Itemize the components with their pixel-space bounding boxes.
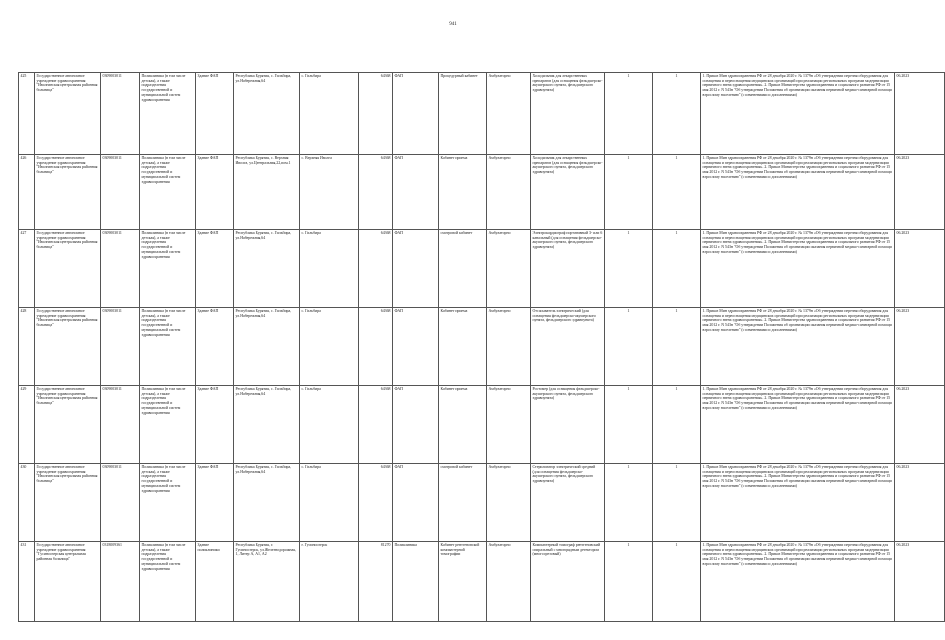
equipment-name-cell: Ростомер (для оснащения фельдшерско-акушерского пункта, фельдшерского здравпункта) (531, 386, 605, 464)
table-row (19, 155, 945, 230)
quantity-actual-cell: 1 (653, 308, 701, 386)
address-cell: Республика Бурятия, с. Гильбира, ул.Набережная,64 (234, 230, 300, 308)
building-name-cell: Здание ФАП (196, 73, 234, 155)
unit-type-cell: ФАП (393, 230, 439, 308)
subdivision-type-cell: Поликлиника (в том числе детская), а также подразделения государственной и муниципальной систем здравоохранения (140, 542, 196, 622)
address-cell: Республика Бурятия, с. Гильбира, ул.Набережная,64 (234, 386, 300, 464)
organization-code-cell: 0309003011 (101, 73, 140, 155)
organization-name-cell: Государственное автономное учреждение здравоохранения "Иволгинская центральная районная больница" (35, 386, 101, 464)
page-number: 941 (449, 22, 457, 27)
deadline-date-cell: 06.2023 (895, 73, 945, 155)
quantity-actual-cell: 1 (653, 464, 701, 542)
unit-type-cell: ФАП (393, 308, 439, 386)
legal-basis-cell: 1. Приказ Мин здравоохранения РФ от 28 декабря 2020 г. № 1379н «Об утверждении перечня оборудования для оснащения и переоснащения медицинских организаций при реализации региональных программ модернизации первичного звена здравоохранения». 2. Приказ Министерства здравоохранения и социального развития РФ от 15 мая 2012 г. N 543н "Об утверждении Положения об организации оказания первичной медико-санитарной помощи взрослому населению" (с изменениями и дополнениями) (701, 464, 895, 542)
table-row (19, 386, 945, 464)
row-number-cell: 426 (19, 155, 35, 230)
locality-code-cell: 64368 (359, 308, 393, 386)
quantity-planned-cell: 1 (605, 155, 653, 230)
locality-cell: с. Гильбира (300, 308, 359, 386)
organization-name-cell: Государственное автономное учреждение здравоохранения "Иволгинская центральная районная больница" (35, 464, 101, 542)
table-row (19, 542, 945, 622)
subdivision-type-cell: Поликлиника (в том числе детская), а также подразделения государственной и муниципальной систем здравоохранения (140, 386, 196, 464)
row-number-cell: 425 (19, 73, 35, 155)
row-number-cell: 429 (19, 386, 35, 464)
room-name-cell: Кабинет приема (439, 386, 487, 464)
care-form-cell: Амбулаторно (487, 73, 531, 155)
row-number-cell: 428 (19, 308, 35, 386)
deadline-date-cell: 06.2023 (895, 230, 945, 308)
row-number-cell: 430 (19, 464, 35, 542)
locality-cell: с. Гильбира (300, 73, 359, 155)
address-cell: Республика Бурятия, с. Гильбира, ул.Набережная,64 (234, 73, 300, 155)
quantity-planned-cell: 1 (605, 464, 653, 542)
deadline-date-cell: 06.2023 (895, 464, 945, 542)
care-form-cell: Амбулаторно (487, 542, 531, 622)
quantity-actual-cell: 1 (653, 230, 701, 308)
unit-type-cell: ФАП (393, 386, 439, 464)
care-form-cell: Амбулаторно (487, 308, 531, 386)
organization-code-cell: 0318009361 (101, 542, 140, 622)
organization-code-cell: 0309003011 (101, 230, 140, 308)
subdivision-type-cell: Поликлиника (в том числе детская), а также подразделения государственной и муниципальной систем здравоохранения (140, 308, 196, 386)
table-row (19, 464, 945, 542)
equipment-register-table (18, 72, 945, 622)
table-row (19, 73, 945, 155)
organization-code-cell: 0309003011 (101, 155, 140, 230)
legal-basis-cell: 1. Приказ Мин здравоохранения РФ от 28 декабря 2020 г. № 1379н «Об утверждении перечня оборудования для оснащения и переоснащения медицинских организаций при реализации региональных программ модернизации первичного звена здравоохранения». 2. Приказ Министерства здравоохранения и социального развития РФ от 15 мая 2012 г. N 543н "Об утверждении Положения об организации оказания первичной медико-санитарной помощи взрослому населению" (с изменениями и дополнениями) (701, 73, 895, 155)
room-name-cell: Кабинет рентгеновской компьютерной томографии (439, 542, 487, 622)
row-number-cell: 427 (19, 230, 35, 308)
room-name-cell: смотровой кабинет (439, 464, 487, 542)
building-name-cell: Здание ФАП (196, 230, 234, 308)
quantity-actual-cell: 1 (653, 542, 701, 622)
equipment-name-cell: Электрокардиограф портативный 3- или 6 канальный (для оснащения фельдшерско-акушерского пункта, фельдшерского здравпункта) (531, 230, 605, 308)
table-row (19, 308, 945, 386)
deadline-date-cell: 06.2023 (895, 386, 945, 464)
locality-cell: с. Верхняя Иволга (300, 155, 359, 230)
subdivision-type-cell: Поликлиника (в том числе детская), а также подразделения государственной и муниципальной систем здравоохранения (140, 464, 196, 542)
building-name-cell: Здание ФАП (196, 308, 234, 386)
legal-basis-cell: 1. Приказ Мин здравоохранения РФ от 28 декабря 2020 г. № 1379н «Об утверждении перечня оборудования для оснащения и переоснащения медицинских организаций при реализации региональных программ модернизации первичного звена здравоохранения». 2. Приказ Министерства здравоохранения и социального развития РФ от 15 мая 2012 г. N 543н "Об утверждении Положения об организации оказания первичной медико-санитарной помощи взрослому населению" (с изменениями и дополнениями) (701, 386, 895, 464)
care-form-cell: Амбулаторно (487, 155, 531, 230)
organization-name-cell: Государственное автономное учреждение здравоохранения "Иволгинская центральная районная больница" (35, 230, 101, 308)
row-number-cell: 431 (19, 542, 35, 622)
organization-code-cell: 0309003011 (101, 386, 140, 464)
subdivision-type-cell: Поликлиника (в том числе детская), а также подразделения государственной и муниципальной систем здравоохранения (140, 73, 196, 155)
address-cell: Республика Бурятия, г. Гусиноозерск, ул.Железнодорожная, 1, Литер А, А1, А2 (234, 542, 300, 622)
address-cell: Республика Бурятия, с. Верхняя Иволга, ул.Центральная,22,пом.1 (234, 155, 300, 230)
quantity-planned-cell: 1 (605, 230, 653, 308)
unit-type-cell: ФАП (393, 464, 439, 542)
subdivision-type-cell: Поликлиника (в том числе детская), а также подразделения государственной и муниципальной систем здравоохранения (140, 155, 196, 230)
locality-cell: г. Гусиноозерск (300, 542, 359, 622)
legal-basis-cell: 1. Приказ Мин здравоохранения РФ от 28 декабря 2020 г. № 1379н «Об утверждении перечня оборудования для оснащения и переоснащения медицинских организаций при реализации региональных программ модернизации первичного звена здравоохранения». 2. Приказ Министерства здравоохранения и социального развития РФ от 15 мая 2012 г. N 543н "Об утверждении Положения об организации оказания первичной медико-санитарной помощи взрослому населению" (с изменениями и дополнениями) (701, 230, 895, 308)
legal-basis-cell: 1. Приказ Мин здравоохранения РФ от 28 декабря 2020 г. № 1379н «Об утверждении перечня оборудования для оснащения и переоснащения медицинских организаций при реализации региональных программ модернизации первичного звена здравоохранения». 2. Приказ Министерства здравоохранения и социального развития РФ от 15 мая 2012 г. N 543н "Об утверждении Положения об организации оказания первичной медико-санитарной помощи взрослому населению" (с изменениями и дополнениями) (701, 155, 895, 230)
table-body (19, 73, 945, 622)
legal-basis-cell: 1. Приказ Мин здравоохранения РФ от 28 декабря 2020 г. № 1379н «Об утверждении перечня оборудования для оснащения и переоснащения медицинских организаций при реализации региональных программ модернизации первичного звена здравоохранения». 2. Приказ Министерства здравоохранения и социального развития РФ от 15 мая 2012 г. N 543н "Об утверждении Положения об организации оказания первичной медико-санитарной помощи взрослому населению" (с изменениями и дополнениями) (701, 542, 895, 622)
locality-code-cell: 64368 (359, 464, 393, 542)
quantity-planned-cell: 1 (605, 542, 653, 622)
quantity-planned-cell: 1 (605, 73, 653, 155)
locality-code-cell: 81270 (359, 542, 393, 622)
subdivision-type-cell: Поликлиника (в том числе детская), а также подразделения государственной и муниципальной систем здравоохранения (140, 230, 196, 308)
address-cell: Республика Бурятия, с. Гильбира, ул.Набережная,64 (234, 464, 300, 542)
building-name-cell: Здание ФАП (196, 155, 234, 230)
unit-type-cell: Поликлиника (393, 542, 439, 622)
room-name-cell: Кабинет приема (439, 308, 487, 386)
quantity-actual-cell: 1 (653, 386, 701, 464)
quantity-planned-cell: 1 (605, 386, 653, 464)
legal-basis-cell: 1. Приказ Мин здравоохранения РФ от 28 декабря 2020 г. № 1379н «Об утверждении перечня оборудования для оснащения и переоснащения медицинских организаций при реализации региональных программ модернизации первичного звена здравоохранения». 2. Приказ Министерства здравоохранения и социального развития РФ от 15 мая 2012 г. N 543н "Об утверждении Положения об организации оказания первичной медико-санитарной помощи взрослому населению" (с изменениями и дополнениями) (701, 308, 895, 386)
equipment-name-cell: Холодильник для лекарственных препаратов (для оснащения фельдшерско-акушерского пункта, фельдшерского здравпункта) (531, 73, 605, 155)
locality-code-cell: 64368 (359, 386, 393, 464)
unit-type-cell: ФАП (393, 155, 439, 230)
equipment-name-cell: Стерилизатор электрический средний (для оснащения фельдшерско-акушерского пункта, фельдшерского здравпункта) (531, 464, 605, 542)
room-name-cell: Кабинет приема (439, 155, 487, 230)
organization-name-cell: Государственное автономное учреждение здравоохранения "Иволгинская центральная районная больница" (35, 73, 101, 155)
building-name-cell: Здание ФАП (196, 464, 234, 542)
organization-name-cell: Государственное автономное учреждение здравоохранения "Гусиноозерская центральная районная больница" (35, 542, 101, 622)
equipment-name-cell: Компьютерный томограф рентгеновский спиральный с многорядным детектором (многосрезовый) (531, 542, 605, 622)
locality-cell: с. Гильбира (300, 230, 359, 308)
organization-name-cell: Государственное автономное учреждение здравоохранения "Иволгинская центральная районная больница" (35, 155, 101, 230)
locality-code-cell: 64368 (359, 73, 393, 155)
organization-code-cell: 0309003011 (101, 464, 140, 542)
locality-code-cell: 64368 (359, 230, 393, 308)
equipment-name-cell: Холодильник для лекарственных препаратов (для оснащения фельдшерско-акушерского пункта, фельдшерского здравпункта) (531, 155, 605, 230)
deadline-date-cell: 06.2023 (895, 308, 945, 386)
locality-code-cell: 64368 (359, 155, 393, 230)
unit-type-cell: ФАП (393, 73, 439, 155)
equipment-name-cell: Отсасыватель электрический (для оснащения фельдшерско-акушерского пункта, фельдшерского здравпункта) (531, 308, 605, 386)
address-cell: Республика Бурятия, с. Гильбира, ул.Набережная,64 (234, 308, 300, 386)
table-row (19, 230, 945, 308)
building-name-cell: Здание ФАП (196, 386, 234, 464)
locality-cell: с. Гильбира (300, 386, 359, 464)
quantity-actual-cell: 1 (653, 155, 701, 230)
building-name-cell: Здание поликлиники (196, 542, 234, 622)
room-name-cell: Процедурный кабинет (439, 73, 487, 155)
care-form-cell: Амбулаторно (487, 230, 531, 308)
care-form-cell: Амбулаторно (487, 464, 531, 542)
organization-code-cell: 0309003011 (101, 308, 140, 386)
quantity-planned-cell: 1 (605, 308, 653, 386)
care-form-cell: Амбулаторно (487, 386, 531, 464)
locality-cell: с. Гильбира (300, 464, 359, 542)
quantity-actual-cell: 1 (653, 73, 701, 155)
room-name-cell: смотровой кабинет (439, 230, 487, 308)
organization-name-cell: Государственное автономное учреждение здравоохранения "Иволгинская центральная районная больница" (35, 308, 101, 386)
deadline-date-cell: 06.2023 (895, 155, 945, 230)
deadline-date-cell: 06.2023 (895, 542, 945, 622)
